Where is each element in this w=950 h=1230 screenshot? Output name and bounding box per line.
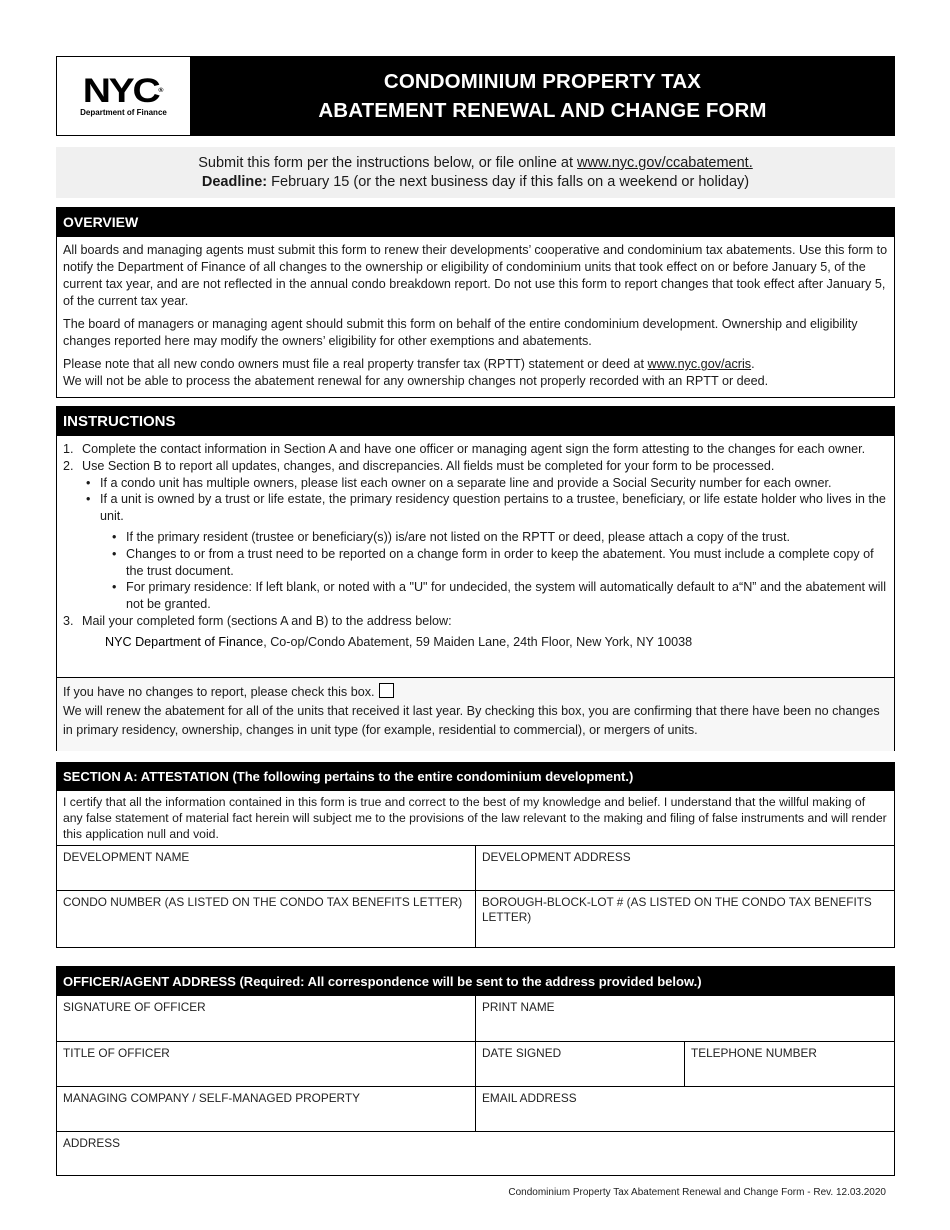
- section-a-heading: SECTION A: ATTESTATION (The following pertains to the entire condominium development.): [57, 763, 894, 791]
- development-address-field[interactable]: DEVELOPMENT ADDRESS: [475, 846, 894, 890]
- date-signed-field[interactable]: DATE SIGNED: [475, 1041, 684, 1086]
- officer-fields: [57, 996, 894, 1176]
- submit-line: Submit this form per the instructions below, or file online at www.nyc.gov/ccabatement.: [198, 155, 753, 171]
- title-of-officer-field[interactable]: TITLE OF OFFICER: [57, 1041, 475, 1086]
- no-changes-checkbox[interactable]: [379, 683, 394, 698]
- section-a-attestation: [56, 762, 895, 948]
- logo-dept-name: Department of Finance: [80, 107, 167, 117]
- no-changes-box: [57, 677, 894, 751]
- instruction-item: 3. Mail your completed form (sections A and B) to the address below:: [63, 613, 452, 628]
- bullet-icon: •: [112, 529, 117, 544]
- instructions-body: [57, 436, 894, 651]
- deadline-line: Deadline: February 15 (or the next business day if this falls on a weekend or holiday): [201, 173, 750, 190]
- deadline-label: Deadline:: [201, 173, 268, 190]
- bullet-icon: •: [112, 580, 117, 595]
- instruction-item: 2. Use Section B to report all updates, changes, and discrepancies. All fields must be completed for your form to be processed.: [63, 458, 775, 473]
- submit-instructions-band: [56, 147, 895, 198]
- certification-text: I certify that all the information contained in this form is true and correct to the best of my knowledge and belief. I understand that the willful making of any false statement of material fact herein will subject me to the provisions of the law relevant to the making and filing of false instruments and will render this application null and void.: [63, 795, 887, 841]
- instructions-section: [56, 406, 895, 751]
- print-name-field[interactable]: PRINT NAME: [475, 996, 894, 1041]
- email-field[interactable]: EMAIL ADDRESS: [475, 1086, 894, 1131]
- condo-number-field[interactable]: CONDO NUMBER (AS LISTED ON THE CONDO TAX BENEFITS LETTER): [57, 890, 475, 948]
- overview-section: [56, 207, 895, 398]
- instructions-heading: INSTRUCTIONS: [57, 407, 894, 436]
- form-header: [56, 56, 895, 136]
- form-title-line2: ABATEMENT RENEWAL AND CHANGE FORM: [318, 99, 767, 122]
- instruction-subitem: • If a unit is owned by a trust or life estate, the primary residency question pertains to a trustee, beneficiary, or life estate holder who lives in the unit.: [83, 491, 888, 525]
- signature-field[interactable]: SIGNATURE OF OFFICER: [63, 1000, 206, 1014]
- managing-company-field[interactable]: MANAGING COMPANY / SELF-MANAGED PROPERTY: [57, 1086, 475, 1131]
- bbl-field[interactable]: BOROUGH-BLOCK-LOT # (AS LISTED ON THE CONDO TAX BENEFITS LETTER): [475, 890, 894, 948]
- telephone-field[interactable]: TELEPHONE NUMBER: [684, 1041, 894, 1086]
- instruction-subsubitem: • If the primary resident (trustee or beneficiary(s)) is/are not listed on the RPTT or deed, please attach a copy of the trust.: [109, 529, 888, 546]
- bullet-icon: •: [86, 475, 91, 490]
- instruction-sublist: [63, 475, 888, 525]
- nyc-dof-logo: [57, 57, 191, 135]
- no-changes-prompt: If you have no changes to report, please check this box.: [63, 683, 888, 702]
- instruction-item: 1. Complete the contact information in Section A and have one officer or managing agent sign the form attesting to the changes for each owner.: [63, 442, 866, 456]
- mailing-address: NYC Department of Finance, Co-op/Condo Abatement, 59 Maiden Lane, 24th Floor, New York, NY 10038: [105, 634, 693, 649]
- bullet-icon: •: [86, 492, 91, 507]
- no-changes-text: We will renew the abatement for all of the units that received it last year. By checking this box, you are confirming that there have been no changes in primary residency, ownership, changes in unit type (for example, residential to commercial), or mergers of units.: [63, 704, 880, 737]
- acris-link[interactable]: www.nyc.gov/acris: [647, 357, 752, 371]
- officer-heading: OFFICER/AGENT ADDRESS (Required: All correspondence will be sent to the address provided below.): [57, 967, 894, 996]
- overview-paragraph: We will not be able to process the abatement renewal for any ownership changes not properly recorded with an RPTT or deed.: [63, 374, 769, 388]
- instruction-subsubitem: • Changes to or from a trust need to be reported on a change form in order to keep the abatement. You must include a complete copy of the trust document.: [109, 546, 888, 580]
- overview-heading: OVERVIEW: [57, 208, 894, 237]
- section-a-fields: [57, 845, 894, 948]
- form-footer: Condominium Property Tax Abatement Renewal and Change Form - Rev. 12.03.2020: [508, 1187, 886, 1198]
- ccabatement-link[interactable]: www.nyc.gov/ccabatement.: [577, 155, 753, 171]
- officer-agent-section: [56, 966, 895, 1176]
- form-title-line1: CONDOMINIUM PROPERTY TAX: [383, 70, 702, 93]
- logo-nyc-wordmark: NYC®: [83, 71, 164, 110]
- overview-paragraph: All boards and managing agents must submit this form to renew their developments’ cooperative and condominium tax abatements. Use this form to notify the Department of Finance of all changes to the ownership or eligibility of condominium units that took effect on or before January 5, of the current tax year, and are not reflected in the annual condo breakdown report. Do not use this form to report changes that took effect after January 5, of the current tax year.: [63, 243, 888, 308]
- overview-body: [57, 237, 894, 390]
- instruction-subitem: • If a condo unit has multiple owners, please list each owner on a separate line and provide a Social Security number for each owner.: [83, 475, 888, 492]
- development-name-field[interactable]: DEVELOPMENT NAME: [63, 850, 190, 864]
- address-field[interactable]: ADDRESS: [57, 1131, 894, 1176]
- instruction-subsublist: [63, 529, 888, 613]
- overview-paragraph: Please note that all new condo owners must file a real property transfer tax (RPTT) statement or deed at www.nyc.gov/acris.: [63, 357, 755, 371]
- overview-paragraph: The board of managers or managing agent should submit this form on behalf of the entire condominium development. Ownership and eligibility changes reported here may modify the owners’ eligibility for other exemptions and abatements.: [63, 317, 858, 348]
- instruction-subsubitem: • For primary residence: If left blank, or noted with a "U" for undecided, the system will automatically default to a“N” and the abatement will not be granted.: [109, 579, 888, 613]
- form-title: [191, 57, 894, 135]
- bullet-icon: •: [112, 546, 117, 561]
